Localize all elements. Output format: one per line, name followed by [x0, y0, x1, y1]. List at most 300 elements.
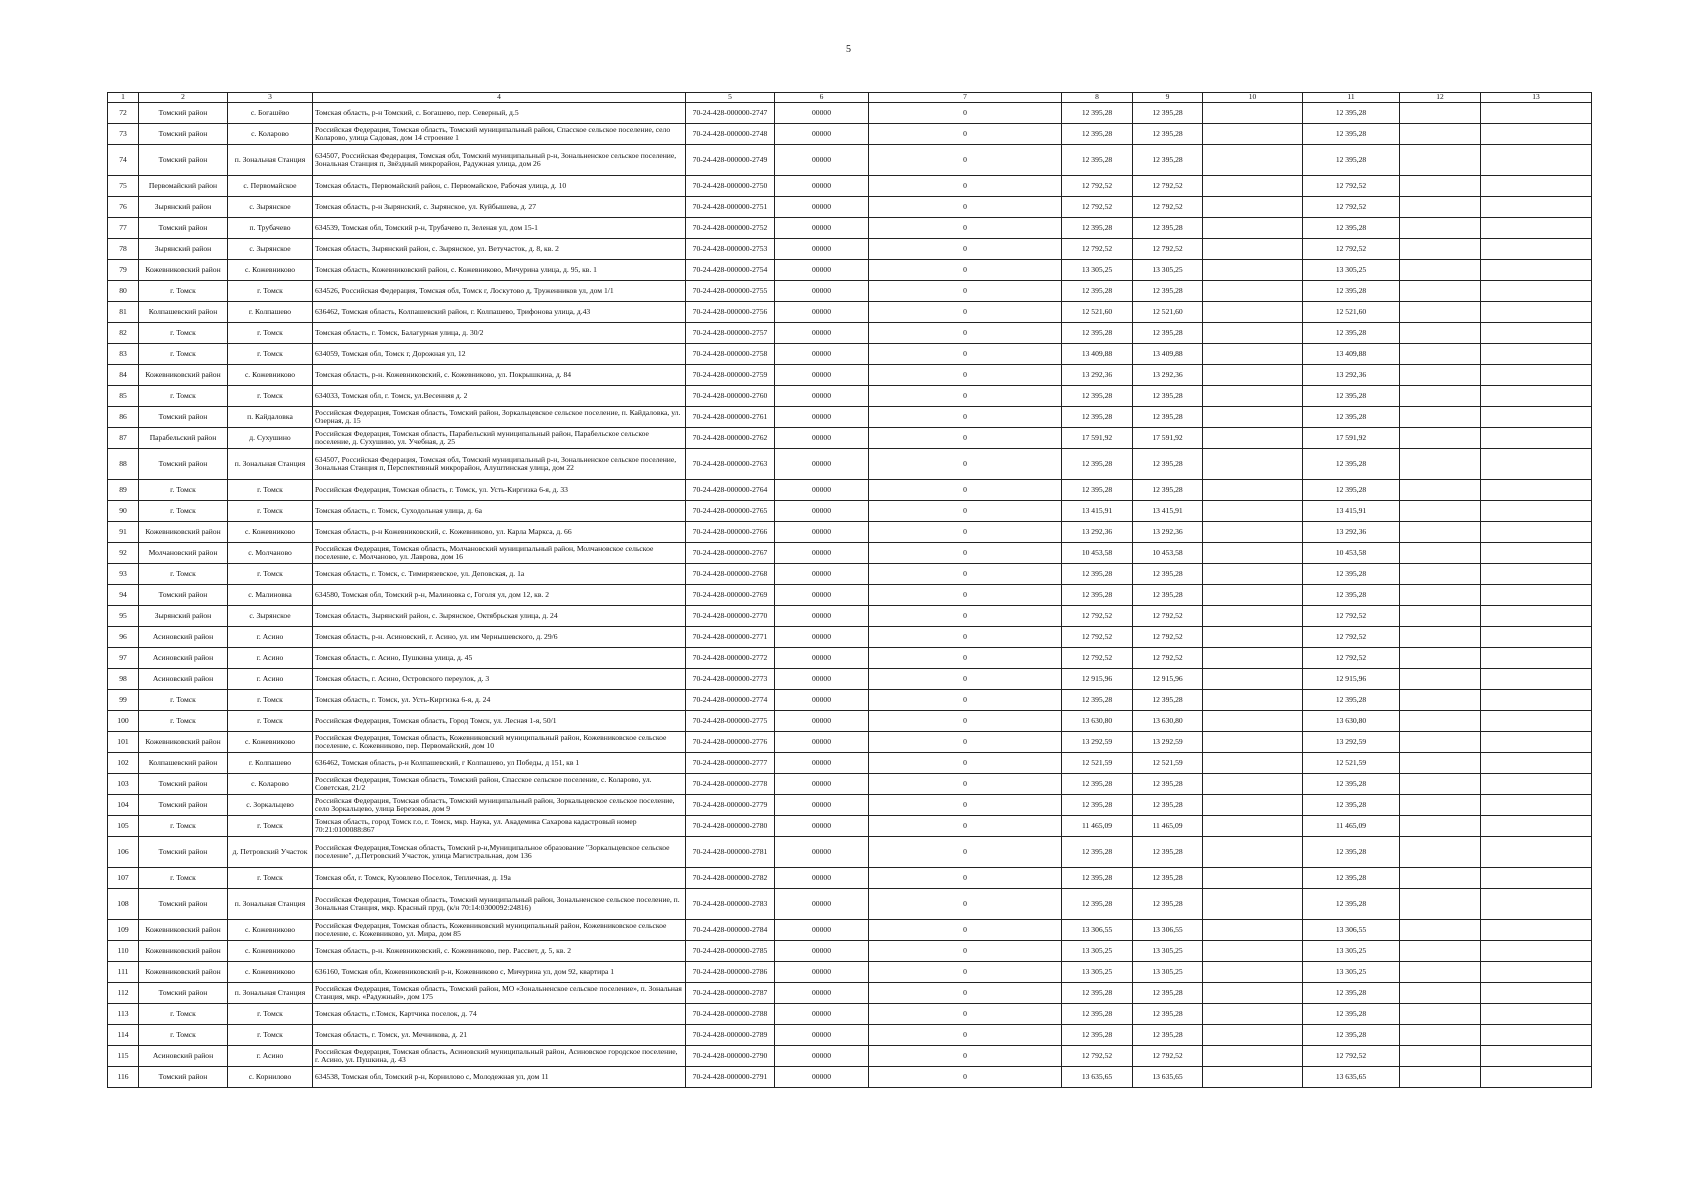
- col13-cell: [1481, 218, 1592, 239]
- col11-cell: 12 395,28: [1303, 837, 1400, 868]
- col7-cell: 0: [869, 1046, 1062, 1067]
- col13-cell: [1481, 711, 1592, 732]
- address-cell: 636462, Томская область, р-н Колпашевский, г Колпашево, ул Победы, д 151, кв 1: [313, 753, 686, 774]
- locality-cell: г. Колпашево: [228, 302, 313, 323]
- locality-cell: с. Богашёво: [228, 103, 313, 124]
- col10-cell: [1203, 941, 1303, 962]
- col7-cell: 0: [869, 239, 1062, 260]
- row-number-cell: 75: [108, 176, 139, 197]
- col8-cell: 11 465,09: [1062, 816, 1133, 837]
- col8-cell: 12 395,28: [1062, 281, 1133, 302]
- table-row: [108, 1004, 1592, 1025]
- row-number-cell: 113: [108, 1004, 139, 1025]
- col7-cell: 0: [869, 124, 1062, 145]
- col9-cell: 12 521,60: [1133, 302, 1203, 323]
- row-number-cell: 76: [108, 197, 139, 218]
- col7-cell: 0: [869, 176, 1062, 197]
- col8-cell: 12 395,28: [1062, 103, 1133, 124]
- locality-cell: г. Томск: [228, 281, 313, 302]
- col9-cell: 13 305,25: [1133, 260, 1203, 281]
- district-cell: Кожевниковский район: [139, 260, 228, 281]
- col12-cell: [1400, 302, 1481, 323]
- col12-cell: [1400, 889, 1481, 920]
- col8-cell: 13 630,80: [1062, 711, 1133, 732]
- col6-cell: 00000: [775, 732, 869, 753]
- row-number-cell: 73: [108, 124, 139, 145]
- row-number-cell: 97: [108, 648, 139, 669]
- col8-cell: 12 395,28: [1062, 145, 1133, 176]
- col13-cell: [1481, 260, 1592, 281]
- col9-cell: 12 792,52: [1133, 648, 1203, 669]
- col9-cell: 12 395,28: [1133, 837, 1203, 868]
- col13-cell: [1481, 962, 1592, 983]
- register-table: [107, 92, 1592, 1088]
- code-cell: 70-24-428-000000-2766: [686, 522, 775, 543]
- col7-cell: 0: [869, 522, 1062, 543]
- address-cell: Российская Федерация, Томская область, Томский муниципальный район, Зоркальцевское сельское поселение, село Зоркальцево, улица Березовая, дом 9: [313, 795, 686, 816]
- table-row: [108, 1067, 1592, 1088]
- locality-cell: г. Томск: [228, 1025, 313, 1046]
- col8-cell: 12 395,28: [1062, 564, 1133, 585]
- col7-cell: 0: [869, 753, 1062, 774]
- district-cell: Кожевниковский район: [139, 962, 228, 983]
- col10-cell: [1203, 260, 1303, 281]
- row-number-cell: 114: [108, 1025, 139, 1046]
- locality-cell: п. Зональная Станция: [228, 889, 313, 920]
- col8-cell: 13 635,65: [1062, 1067, 1133, 1088]
- col10-cell: [1203, 606, 1303, 627]
- col11-cell: 12 792,52: [1303, 627, 1400, 648]
- col6-cell: 00000: [775, 428, 869, 449]
- col6-cell: 00000: [775, 564, 869, 585]
- col12-cell: [1400, 145, 1481, 176]
- col13-cell: [1481, 1046, 1592, 1067]
- district-cell: Томский район: [139, 407, 228, 428]
- col8-cell: 12 395,28: [1062, 795, 1133, 816]
- col13-cell: [1481, 344, 1592, 365]
- col13-cell: [1481, 501, 1592, 522]
- table-row: [108, 501, 1592, 522]
- col7-cell: 0: [869, 1067, 1062, 1088]
- col10-cell: [1203, 648, 1303, 669]
- col11-cell: 12 395,28: [1303, 449, 1400, 480]
- col6-cell: 00000: [775, 585, 869, 606]
- col6-cell: 00000: [775, 1046, 869, 1067]
- table-row: [108, 983, 1592, 1004]
- col8-cell: 12 395,28: [1062, 480, 1133, 501]
- col9-cell: 12 395,28: [1133, 774, 1203, 795]
- col9-cell: 13 305,25: [1133, 941, 1203, 962]
- row-number-cell: 72: [108, 103, 139, 124]
- row-number-cell: 87: [108, 428, 139, 449]
- col12-cell: [1400, 669, 1481, 690]
- col8-cell: 12 395,28: [1062, 868, 1133, 889]
- col6-cell: 00000: [775, 197, 869, 218]
- district-cell: Томский район: [139, 774, 228, 795]
- table-row: [108, 1025, 1592, 1046]
- col11-cell: 13 292,59: [1303, 732, 1400, 753]
- table-row: [108, 564, 1592, 585]
- code-cell: 70-24-428-000000-2764: [686, 480, 775, 501]
- col8-cell: 12 395,28: [1062, 774, 1133, 795]
- address-cell: Томская область, город Томск г.о, г. Томск, мкр. Наука, ул. Академика Сахарова кадастровый номер 70:21:0100088:867: [313, 816, 686, 837]
- district-cell: г. Томск: [139, 480, 228, 501]
- col11-cell: 13 292,36: [1303, 522, 1400, 543]
- code-cell: 70-24-428-000000-2771: [686, 627, 775, 648]
- row-number-cell: 112: [108, 983, 139, 1004]
- col12-cell: [1400, 124, 1481, 145]
- col10-cell: [1203, 920, 1303, 941]
- address-cell: 634526, Российская Федерация, Томская обл, Томск г, Лоскутово д, Труженников ул, дом 1/1: [313, 281, 686, 302]
- col7-cell: 0: [869, 1025, 1062, 1046]
- col10-cell: [1203, 407, 1303, 428]
- col8-cell: 12 395,28: [1062, 1004, 1133, 1025]
- district-cell: Асиновский район: [139, 1046, 228, 1067]
- code-cell: 70-24-428-000000-2786: [686, 962, 775, 983]
- col10-cell: [1203, 1004, 1303, 1025]
- col8-cell: 12 792,52: [1062, 1046, 1133, 1067]
- table-row: [108, 365, 1592, 386]
- col7-cell: 0: [869, 962, 1062, 983]
- district-cell: г. Томск: [139, 323, 228, 344]
- code-cell: 70-24-428-000000-2776: [686, 732, 775, 753]
- col13-cell: [1481, 564, 1592, 585]
- col6-cell: 00000: [775, 449, 869, 480]
- col10-cell: [1203, 962, 1303, 983]
- col11-cell: 12 395,28: [1303, 1025, 1400, 1046]
- col8-cell: 12 792,52: [1062, 648, 1133, 669]
- code-cell: 70-24-428-000000-2785: [686, 941, 775, 962]
- table-row: [108, 407, 1592, 428]
- col8-cell: 12 395,28: [1062, 449, 1133, 480]
- address-cell: Российская Федерация, Томская область, Томский муниципальный район, Зональненское сельское поселение, п. Зональная Станция, мкр. Красный пруд, (к/н 70:14:0300092:24816): [313, 889, 686, 920]
- col8-cell: 12 395,28: [1062, 218, 1133, 239]
- district-cell: Кожевниковский район: [139, 522, 228, 543]
- col11-cell: 12 395,28: [1303, 103, 1400, 124]
- col9-cell: 12 792,52: [1133, 627, 1203, 648]
- col9-cell: 13 630,80: [1133, 711, 1203, 732]
- row-number-cell: 98: [108, 669, 139, 690]
- table-row: [108, 774, 1592, 795]
- locality-cell: с. Коларово: [228, 774, 313, 795]
- col11-cell: 12 395,28: [1303, 281, 1400, 302]
- address-cell: Томская область, Зырянский район, с. Зырянское, ул. Ветучасток, д. 8, кв. 2: [313, 239, 686, 260]
- col7-cell: 0: [869, 407, 1062, 428]
- col12-cell: [1400, 774, 1481, 795]
- col9-cell: 13 305,25: [1133, 962, 1203, 983]
- table-row: [108, 543, 1592, 564]
- locality-cell: п. Кайдаловка: [228, 407, 313, 428]
- row-number-cell: 109: [108, 920, 139, 941]
- col11-cell: 12 792,52: [1303, 606, 1400, 627]
- col8-cell: 12 395,28: [1062, 1025, 1133, 1046]
- col8-cell: 12 395,28: [1062, 407, 1133, 428]
- col6-cell: 00000: [775, 543, 869, 564]
- col12-cell: [1400, 407, 1481, 428]
- col12-cell: [1400, 480, 1481, 501]
- address-cell: Томская область, р-н Зырянский, с. Зырянское, ул. Куйбышева, д. 27: [313, 197, 686, 218]
- col11-cell: 12 521,60: [1303, 302, 1400, 323]
- column-header-11: 11: [1303, 93, 1400, 103]
- col11-cell: 13 305,25: [1303, 962, 1400, 983]
- col7-cell: 0: [869, 606, 1062, 627]
- col9-cell: 17 591,92: [1133, 428, 1203, 449]
- address-cell: Томская область, Первомайский район, с. Первомайское, Рабочая улица, д. 10: [313, 176, 686, 197]
- locality-cell: с. Кожевниково: [228, 962, 313, 983]
- col10-cell: [1203, 774, 1303, 795]
- district-cell: Асиновский район: [139, 627, 228, 648]
- col13-cell: [1481, 428, 1592, 449]
- table-row: [108, 585, 1592, 606]
- col7-cell: 0: [869, 669, 1062, 690]
- row-number-cell: 116: [108, 1067, 139, 1088]
- col6-cell: 00000: [775, 1004, 869, 1025]
- col11-cell: 12 792,52: [1303, 197, 1400, 218]
- col7-cell: 0: [869, 564, 1062, 585]
- address-cell: 634539, Томская обл, Томский р-н, Трубачево п, Зеленая ул, дом 15-1: [313, 218, 686, 239]
- col6-cell: 00000: [775, 501, 869, 522]
- col8-cell: 13 409,88: [1062, 344, 1133, 365]
- table-row: [108, 239, 1592, 260]
- col12-cell: [1400, 606, 1481, 627]
- col8-cell: 13 415,91: [1062, 501, 1133, 522]
- table-row: [108, 711, 1592, 732]
- col13-cell: [1481, 124, 1592, 145]
- col9-cell: 10 453,58: [1133, 543, 1203, 564]
- col12-cell: [1400, 428, 1481, 449]
- col11-cell: 12 395,28: [1303, 218, 1400, 239]
- code-cell: 70-24-428-000000-2751: [686, 197, 775, 218]
- row-number-cell: 104: [108, 795, 139, 816]
- col7-cell: 0: [869, 889, 1062, 920]
- col8-cell: 12 395,28: [1062, 837, 1133, 868]
- col8-cell: 13 306,55: [1062, 920, 1133, 941]
- column-header-3: 3: [228, 93, 313, 103]
- code-cell: 70-24-428-000000-2788: [686, 1004, 775, 1025]
- col10-cell: [1203, 753, 1303, 774]
- col12-cell: [1400, 1046, 1481, 1067]
- col10-cell: [1203, 543, 1303, 564]
- col7-cell: 0: [869, 365, 1062, 386]
- col9-cell: 12 395,28: [1133, 1025, 1203, 1046]
- col13-cell: [1481, 868, 1592, 889]
- code-cell: 70-24-428-000000-2749: [686, 145, 775, 176]
- district-cell: Томский район: [139, 1067, 228, 1088]
- row-number-cell: 91: [108, 522, 139, 543]
- address-cell: Российская Федерация,Томская область, Томский р-н,Муниципальное образование "Зоркальцевское сельское поселение", д.Петровский Участок, улица Магистральная, дом 136: [313, 837, 686, 868]
- locality-cell: г. Томск: [228, 386, 313, 407]
- col12-cell: [1400, 386, 1481, 407]
- address-cell: Томская область, р-н Томский, с. Богашево, пер. Северный, д.5: [313, 103, 686, 124]
- row-number-cell: 106: [108, 837, 139, 868]
- col10-cell: [1203, 386, 1303, 407]
- col13-cell: [1481, 1067, 1592, 1088]
- code-cell: 70-24-428-000000-2780: [686, 816, 775, 837]
- col12-cell: [1400, 711, 1481, 732]
- col7-cell: 0: [869, 260, 1062, 281]
- code-cell: 70-24-428-000000-2772: [686, 648, 775, 669]
- column-header-13: 13: [1481, 93, 1592, 103]
- code-cell: 70-24-428-000000-2762: [686, 428, 775, 449]
- col12-cell: [1400, 941, 1481, 962]
- col7-cell: 0: [869, 281, 1062, 302]
- table-row: [108, 837, 1592, 868]
- table-row: [108, 795, 1592, 816]
- col10-cell: [1203, 795, 1303, 816]
- col13-cell: [1481, 627, 1592, 648]
- district-cell: Кожевниковский район: [139, 941, 228, 962]
- col10-cell: [1203, 585, 1303, 606]
- code-cell: 70-24-428-000000-2791: [686, 1067, 775, 1088]
- district-cell: г. Томск: [139, 816, 228, 837]
- col7-cell: 0: [869, 920, 1062, 941]
- address-cell: Российская Федерация, Томская область, Кожевниковский муниципальный район, Кожевниковское сельское поселение, с. Кожевниково, ул. Мира, дом 85: [313, 920, 686, 941]
- column-header-2: 2: [139, 93, 228, 103]
- locality-cell: г. Томск: [228, 323, 313, 344]
- col8-cell: 12 792,52: [1062, 627, 1133, 648]
- col12-cell: [1400, 816, 1481, 837]
- col11-cell: 12 395,28: [1303, 407, 1400, 428]
- col11-cell: 12 395,28: [1303, 585, 1400, 606]
- col6-cell: 00000: [775, 480, 869, 501]
- row-number-cell: 83: [108, 344, 139, 365]
- address-cell: 636462, Томская область, Колпашевский район, г. Колпашево, Трифонова улица, д.43: [313, 302, 686, 323]
- col10-cell: [1203, 522, 1303, 543]
- code-cell: 70-24-428-000000-2781: [686, 837, 775, 868]
- locality-cell: д. Петровский Участок: [228, 837, 313, 868]
- col10-cell: [1203, 711, 1303, 732]
- code-cell: 70-24-428-000000-2758: [686, 344, 775, 365]
- col13-cell: [1481, 983, 1592, 1004]
- col10-cell: [1203, 837, 1303, 868]
- district-cell: Первомайский район: [139, 176, 228, 197]
- col10-cell: [1203, 480, 1303, 501]
- col12-cell: [1400, 753, 1481, 774]
- col10-cell: [1203, 1025, 1303, 1046]
- col7-cell: 0: [869, 218, 1062, 239]
- table-row: [108, 962, 1592, 983]
- col9-cell: 12 395,28: [1133, 690, 1203, 711]
- code-cell: 70-24-428-000000-2773: [686, 669, 775, 690]
- col6-cell: 00000: [775, 983, 869, 1004]
- col10-cell: [1203, 449, 1303, 480]
- col6-cell: 00000: [775, 1025, 869, 1046]
- col10-cell: [1203, 197, 1303, 218]
- col9-cell: 13 292,36: [1133, 522, 1203, 543]
- col9-cell: 12 792,52: [1133, 606, 1203, 627]
- col9-cell: 12 395,28: [1133, 124, 1203, 145]
- row-number-cell: 74: [108, 145, 139, 176]
- col8-cell: 13 292,36: [1062, 522, 1133, 543]
- row-number-cell: 79: [108, 260, 139, 281]
- col9-cell: 12 395,28: [1133, 449, 1203, 480]
- col6-cell: 00000: [775, 522, 869, 543]
- col11-cell: 12 395,28: [1303, 1004, 1400, 1025]
- col11-cell: 12 395,28: [1303, 124, 1400, 145]
- locality-cell: с. Кожевниково: [228, 260, 313, 281]
- table-row: [108, 941, 1592, 962]
- column-header-7: 7: [869, 93, 1062, 103]
- address-cell: Томская область, г. Томск, с. Тимирязевское, ул. Деповская, д. 1а: [313, 564, 686, 585]
- column-header-8: 8: [1062, 93, 1133, 103]
- col9-cell: 12 792,52: [1133, 176, 1203, 197]
- district-cell: г. Томск: [139, 281, 228, 302]
- address-cell: 636160, Томская обл, Кожевниковский р-н, Кожевниково с, Мичурина ул, дом 92, квартира 1: [313, 962, 686, 983]
- table-row: [108, 145, 1592, 176]
- col12-cell: [1400, 239, 1481, 260]
- locality-cell: п. Зональная Станция: [228, 983, 313, 1004]
- col8-cell: 12 395,28: [1062, 124, 1133, 145]
- col7-cell: 0: [869, 543, 1062, 564]
- locality-cell: с. Корнилово: [228, 1067, 313, 1088]
- district-cell: Зырянский район: [139, 197, 228, 218]
- col8-cell: 12 792,52: [1062, 197, 1133, 218]
- table-row: [108, 260, 1592, 281]
- col8-cell: 12 395,28: [1062, 386, 1133, 407]
- col7-cell: 0: [869, 941, 1062, 962]
- col7-cell: 0: [869, 983, 1062, 1004]
- locality-cell: п. Зональная Станция: [228, 449, 313, 480]
- col12-cell: [1400, 837, 1481, 868]
- col9-cell: 12 395,28: [1133, 407, 1203, 428]
- col9-cell: 12 395,28: [1133, 889, 1203, 920]
- col12-cell: [1400, 690, 1481, 711]
- col11-cell: 10 453,58: [1303, 543, 1400, 564]
- district-cell: Томский район: [139, 889, 228, 920]
- code-cell: 70-24-428-000000-2752: [686, 218, 775, 239]
- col6-cell: 00000: [775, 218, 869, 239]
- col12-cell: [1400, 176, 1481, 197]
- locality-cell: с. Первомайское: [228, 176, 313, 197]
- locality-cell: г. Асино: [228, 1046, 313, 1067]
- col6-cell: 00000: [775, 302, 869, 323]
- col9-cell: 12 395,28: [1133, 585, 1203, 606]
- col6-cell: 00000: [775, 648, 869, 669]
- page-number: 5: [846, 44, 851, 55]
- district-cell: Зырянский район: [139, 606, 228, 627]
- district-cell: г. Томск: [139, 1025, 228, 1046]
- col12-cell: [1400, 281, 1481, 302]
- col13-cell: [1481, 941, 1592, 962]
- col7-cell: 0: [869, 344, 1062, 365]
- col8-cell: 13 305,25: [1062, 941, 1133, 962]
- col6-cell: 00000: [775, 627, 869, 648]
- col10-cell: [1203, 302, 1303, 323]
- col13-cell: [1481, 281, 1592, 302]
- col12-cell: [1400, 522, 1481, 543]
- table-row: [108, 753, 1592, 774]
- locality-cell: г. Колпашево: [228, 753, 313, 774]
- col13-cell: [1481, 753, 1592, 774]
- col9-cell: 12 395,28: [1133, 868, 1203, 889]
- table-row: [108, 281, 1592, 302]
- col6-cell: 00000: [775, 365, 869, 386]
- col9-cell: 11 465,09: [1133, 816, 1203, 837]
- col8-cell: 12 395,28: [1062, 323, 1133, 344]
- col10-cell: [1203, 564, 1303, 585]
- table-row: [108, 1046, 1592, 1067]
- col11-cell: 12 395,28: [1303, 868, 1400, 889]
- code-cell: 70-24-428-000000-2790: [686, 1046, 775, 1067]
- col13-cell: [1481, 239, 1592, 260]
- column-header-5: 5: [686, 93, 775, 103]
- address-cell: Томская область, Зырянский район, с. Зырянское, Октябрьская улица, д. 24: [313, 606, 686, 627]
- col13-cell: [1481, 176, 1592, 197]
- col9-cell: 12 395,28: [1133, 983, 1203, 1004]
- col8-cell: 12 395,28: [1062, 690, 1133, 711]
- col11-cell: 13 306,55: [1303, 920, 1400, 941]
- address-cell: 634033, Томская обл, г. Томск, ул.Весенняя д. 2: [313, 386, 686, 407]
